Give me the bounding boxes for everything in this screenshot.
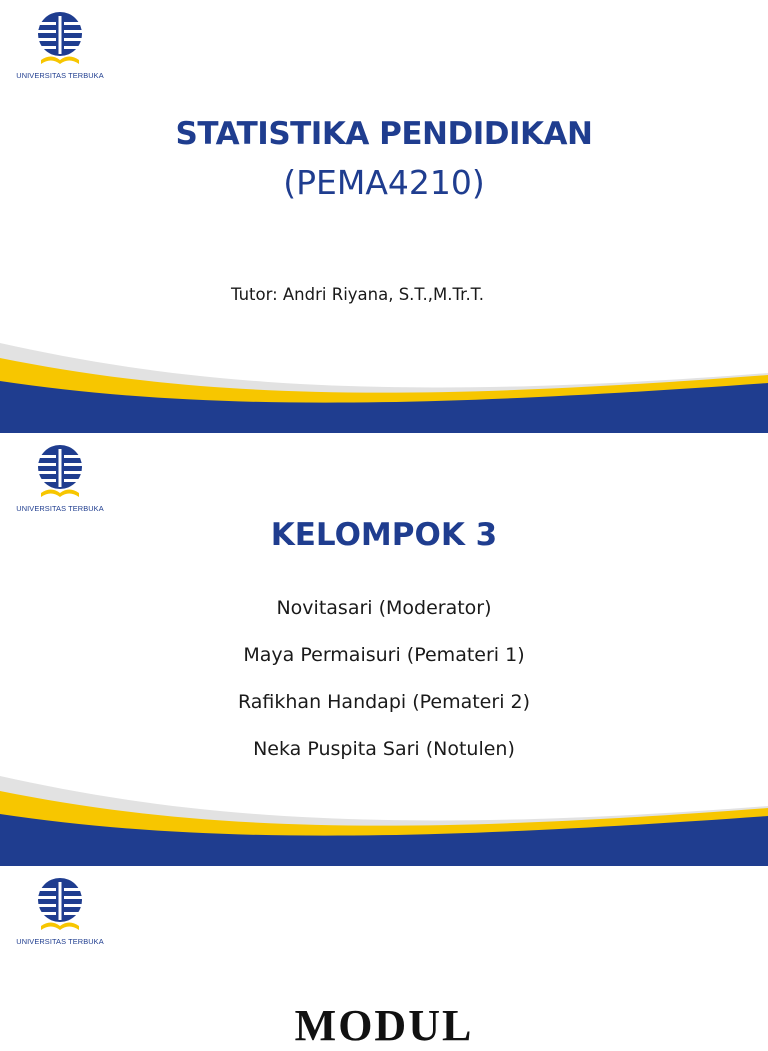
slide-title <box>0 0 768 433</box>
course-code: (PEMA4210) <box>283 163 485 202</box>
university-logo <box>14 876 106 950</box>
footer-wave <box>0 776 768 866</box>
group-title: KELOMPOK 3 <box>270 517 498 553</box>
ut-emblem-icon <box>37 443 83 503</box>
course-title: STATISTIKA PENDIDIKAN <box>175 116 593 152</box>
member-item: Novitasari (Moderator) <box>276 597 492 619</box>
university-name: UNIVERSITAS TERBUKA <box>16 71 104 80</box>
ut-emblem-icon <box>37 10 83 70</box>
member-item: Maya Permaisuri (Pemateri 1) <box>243 644 525 666</box>
slide-module <box>0 866 768 1050</box>
footer-wave <box>0 343 768 433</box>
member-list <box>0 593 768 781</box>
university-name: UNIVERSITAS TERBUKA <box>16 937 104 946</box>
module-title: MODUL <box>294 1001 474 1050</box>
university-logo <box>14 10 106 84</box>
university-logo <box>14 443 106 517</box>
university-name: UNIVERSITAS TERBUKA <box>16 504 104 513</box>
ut-emblem-icon <box>37 876 83 936</box>
member-item: Rafikhan Handapi (Pemateri 2) <box>237 691 531 713</box>
tutor-line: Tutor: Andri Riyana, S.T.,M.Tr.T. <box>231 285 485 304</box>
slide-group <box>0 433 768 866</box>
member-item: Neka Puspita Sari (Notulen) <box>253 738 515 760</box>
